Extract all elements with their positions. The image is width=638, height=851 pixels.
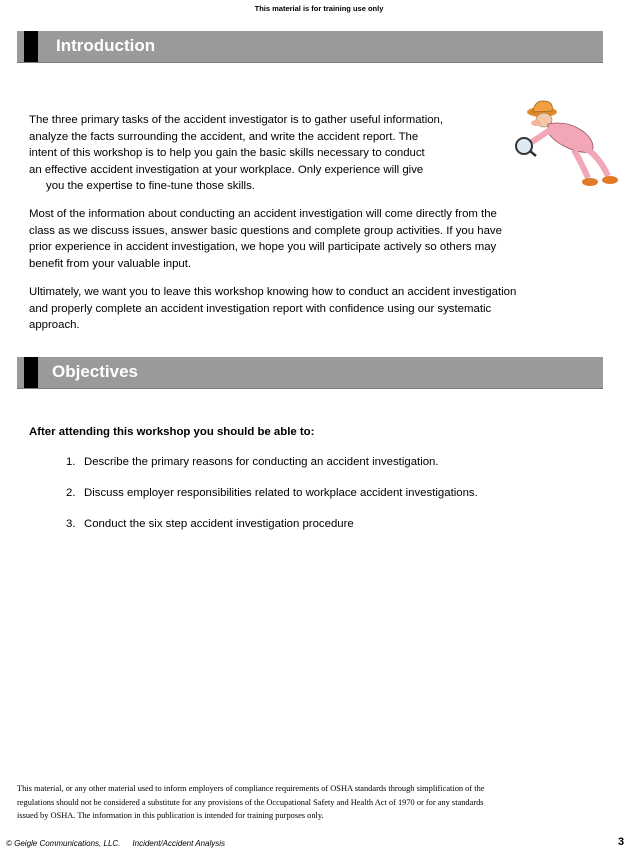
section-header-block xyxy=(24,357,38,388)
objective-item xyxy=(66,456,439,468)
section-header-block xyxy=(24,31,38,62)
text-line: prior experience in accident investigation, we hope you will participate actively so others may xyxy=(29,241,497,253)
text-line: and properly complete an accident investigation report with confidence using our systematic xyxy=(29,302,492,315)
objectives-lead: After attending this workshop you should be able to: xyxy=(29,426,315,438)
text-line: class as we discuss issues, answer basic questions and complete group activities. If you have xyxy=(29,224,502,237)
objective-text: Discuss employer responsibilities related to workplace accident investigations. xyxy=(84,487,478,499)
introduction-section-header xyxy=(17,31,603,63)
page-footer xyxy=(6,839,225,848)
objectives-title: Objectives xyxy=(52,362,138,381)
copyright-text: © Geigle Communications, LLC. xyxy=(6,839,121,848)
text-line: The three primary tasks of the accident investigator is to gather useful information, xyxy=(29,114,444,126)
objective-text: Conduct the six step accident investigation procedure xyxy=(84,518,354,530)
osha-disclaimer xyxy=(17,782,621,823)
text-line: approach. xyxy=(29,319,80,331)
objective-item xyxy=(66,518,354,530)
text-line: you the expertise to fine-tune those skills. xyxy=(46,180,255,192)
text-line: Ultimately, we want you to leave this workshop knowing how to conduct an accident investigation xyxy=(29,286,517,298)
disclaimer-line: This material, or any other material used to inform employers of compliance requirements of OSHA standards through simplification of the xyxy=(17,784,485,793)
text-line: benefit from your valuable input. xyxy=(29,257,192,270)
intro-paragraph-1 xyxy=(29,112,443,195)
objective-number: 2. xyxy=(66,487,76,499)
text-line: analyze the facts surrounding the accident, and write the accident report. The xyxy=(29,130,419,143)
intro-paragraph-3 xyxy=(29,284,516,334)
objective-number: 1. xyxy=(66,456,76,468)
disclaimer-line: issued by OSHA. The information in this publication is intended for training purposes only. xyxy=(17,811,324,820)
objective-text: Describe the primary reasons for conducting an accident investigation. xyxy=(84,456,439,468)
objective-number: 3. xyxy=(66,518,76,530)
text-line: Most of the information about conducting an accident investigation will come directly from the xyxy=(29,208,497,220)
intro-paragraph-2 xyxy=(29,206,502,272)
detective-with-magnifying-glass-icon xyxy=(508,98,630,190)
objective-item xyxy=(66,487,478,499)
introduction-title: Introduction xyxy=(56,36,156,55)
document-title: Incident/Accident Analysis xyxy=(132,839,226,848)
text-line: an effective accident investigation at your workplace. Only experience will give xyxy=(29,163,424,176)
text-line: intent of this workshop is to help you gain the basic skills necessary to conduct xyxy=(29,147,425,159)
disclaimer-line: regulations should not be considered a substitute for any provisions of the Occupational Safety and Health Act of 1970 or for any standards xyxy=(17,797,484,807)
objectives-section-header xyxy=(17,357,603,389)
page-number: 3 xyxy=(618,836,625,848)
training-use-note: This material is for training use only xyxy=(254,4,384,13)
